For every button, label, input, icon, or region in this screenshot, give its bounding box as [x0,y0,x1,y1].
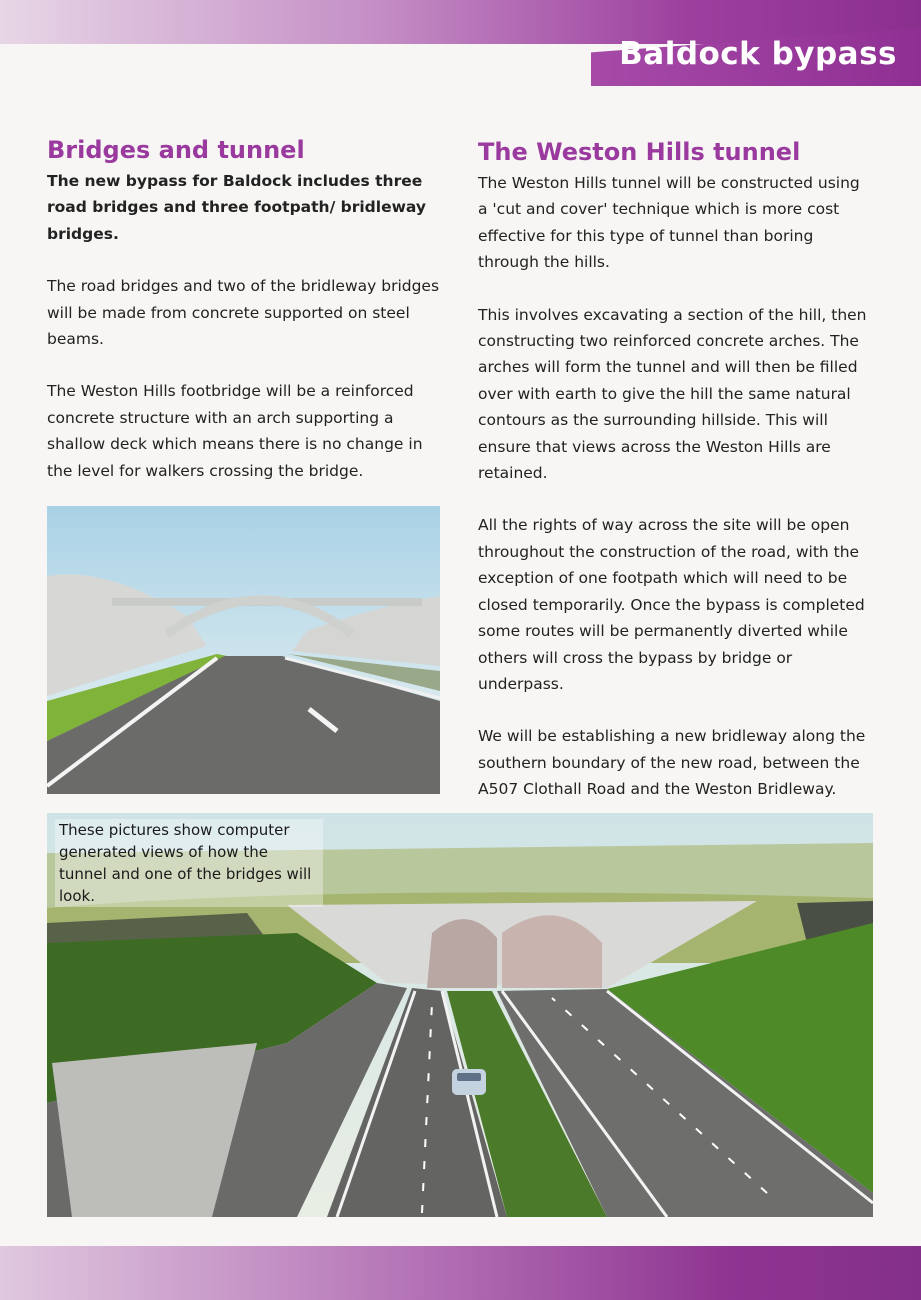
lead-paragraph: The new bypass for Baldock includes three road bridges and three footpath/ bridleway bridges. [47,172,427,243]
bridge-rendering-image [47,506,440,794]
right-column-text [478,170,873,829]
paragraph-road-bridges: The road bridges and two of the bridleway bridges will be made from concrete supported on steel beams. [47,277,440,349]
section-heading-bridges: Bridges and tunnel [47,136,305,164]
bridge-illustration [47,506,440,794]
section-heading-tunnel: The Weston Hills tunnel [478,138,801,166]
paragraph-footbridge: The Weston Hills footbridge will be a reinforced concrete structure with an arch supporting a shallow deck which means there is no change in the level for walkers crossing the bridge. [47,382,423,480]
paragraph-rights-of-way: All the rights of way across the site will be open throughout the construction of the road, with the exception of one footpath which will need to be closed temporarily. Once the bypass is completed some routes will be permanently diverted while others will cross the bypass by bridge or underpass. [478,516,865,693]
left-column-text [47,168,442,510]
paragraph-bridleway: We will be establishing a new bridleway along the southern boundary of the new road, between the A507 Clothall Road and the Weston Bridleway. [478,727,866,799]
paragraph-arches: This involves excavating a section of the hill, then constructing two reinforced concrete arches. The arches will form the tunnel and will then be filled over with earth to give the hill the same natural contours as the surrounding hillside. This will ensure that views across the Weston Hills are retained. [478,305,867,483]
bottom-decorative-band [0,1246,921,1300]
tunnel-rendering-image [47,813,873,1217]
image-caption: These pictures show computer generated views of how the tunnel and one of the bridges will look. [55,819,323,907]
page-title: Baldock bypass [619,36,897,72]
paragraph-cut-and-cover: The Weston Hills tunnel will be constructed using a 'cut and cover' technique which is more cost effective for this type of tunnel than boring through the hills. [478,174,860,272]
